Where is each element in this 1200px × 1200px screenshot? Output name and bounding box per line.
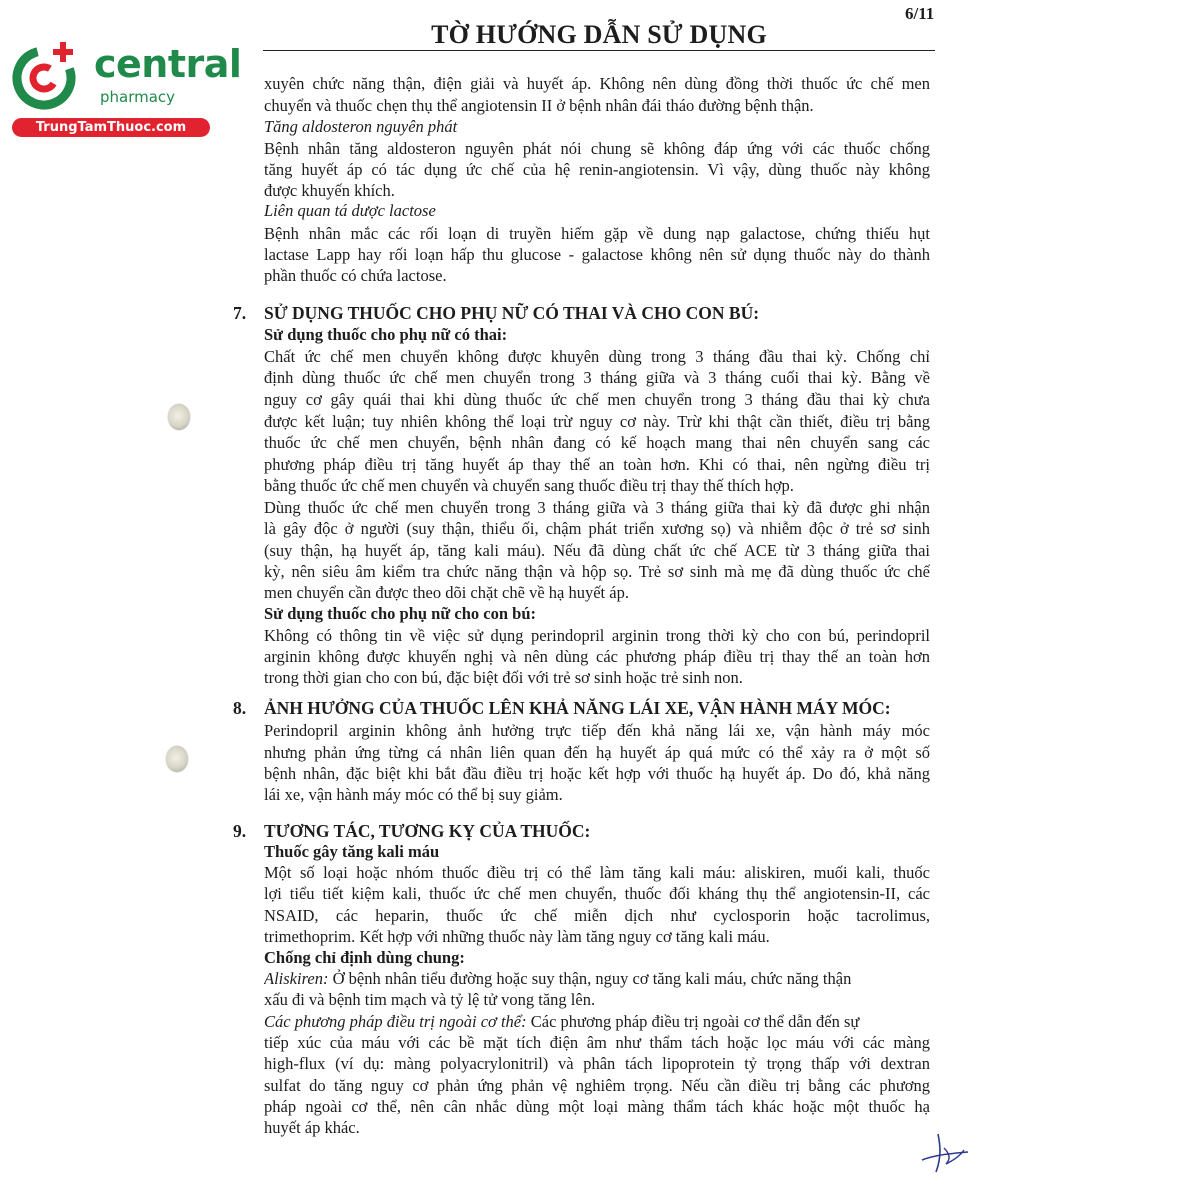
body-line: tăng huyết áp có tác dụng ức chế của hệ renin-angiotensin. Vì vậy, dùng thuốc này không <box>264 160 930 179</box>
logo-name: central <box>94 42 242 86</box>
body-line: tiếp xúc của máu với các bề mặt tích điện âm như thẩm tách hoặc lọc máu với các màng <box>264 1033 930 1052</box>
document-title: TỜ HƯỚNG DẪN SỬ DỤNG <box>431 20 767 49</box>
body-line: bằng thuốc ức chế men chuyển và chuyển sang thuốc điều trị thay thế thích hợp. <box>264 476 794 495</box>
section-heading: ẢNH HƯỞNG CỦA THUỐC LÊN KHẢ NĂNG LÁI XE, VẬN HÀNH MÁY MÓC: <box>264 698 891 718</box>
subheading-italic: Tăng aldosteron nguyên phát <box>264 117 458 136</box>
central-pharmacy-logo <box>10 38 242 138</box>
body-line: chuyển và thuốc chẹn thụ thể angiotensin II ở bệnh nhân đái tháo đường bệnh thận. <box>264 96 814 115</box>
body-line: Chất ức chế men chuyển không được khuyên dùng trong 3 tháng đầu thai kỳ. Chống chỉ <box>264 347 930 366</box>
body-line: được kết luận; tuy nhiên không thể loại trừ nguy cơ này. Trừ khi thật cần thiết, điều trị bằng <box>264 412 930 431</box>
punch-hole <box>166 746 188 772</box>
body-line: nhưng phản ứng từng cá nhân liên quan đến hạ huyết áp quá mức có thể xảy ra ở một số <box>264 743 930 762</box>
body-line: bệnh nhân, đặc biệt khi bắt đầu điều trị hoặc kết hợp với thuốc hạ huyết áp. Do đó, khả năng <box>264 764 930 783</box>
body-line: Bệnh nhân tăng aldosteron nguyên phát nói chung sẽ không đáp ứng với các thuốc chống <box>264 139 930 158</box>
body-line: được khuyến khích. <box>264 181 395 200</box>
subheading-bold: Sử dụng thuốc cho phụ nữ có thai: <box>264 325 508 344</box>
body-line: thuốc ức chế men chuyển, bệnh nhân đang có kế hoạch mang thai nên chuyển sang các <box>264 433 930 452</box>
body-line: lái xe, vận hành máy móc có thể bị suy giảm. <box>264 785 563 804</box>
body-line: men chuyển cần được theo dõi chặt chẽ về hạ huyết áp. <box>264 583 629 602</box>
body-line: phần thuốc có chứa lactose. <box>264 266 447 285</box>
section-number: 8. <box>233 698 247 718</box>
body-line <box>264 968 930 990</box>
pharmacy-cross-icon <box>10 38 84 112</box>
inline-italic-label: Aliskiren: <box>264 969 329 988</box>
page-number: 6/11 <box>905 4 935 23</box>
body-line: phương pháp điều trị tăng huyết áp thay thế an toàn hơn. Khi có thai, nên ngừng điều trị <box>264 455 930 474</box>
body-line: Không có thông tin về việc sử dụng perindopril arginin trong thời kỳ cho con bú, perindopril <box>264 626 930 645</box>
body-line: lợi tiểu tiết kiệm kali, thuốc ức chế men chuyển, thuốc đối kháng thụ thể angiotensin-II, các <box>264 884 930 903</box>
section-number: 9. <box>233 821 247 841</box>
body-line: xuyên chức năng thận, điện giải và huyết áp. Không nên dùng đồng thời thuốc ức chế men <box>264 74 930 93</box>
body-line: kỳ, nên siêu âm kiểm tra chức năng thận và hộp sọ. Trẻ sơ sinh mà mẹ đã dùng thuốc ức chế <box>264 562 930 581</box>
subheading-bold: Thuốc gây tăng kali máu <box>264 842 440 861</box>
body-line: Một số loại hoặc nhóm thuốc điều trị có thể làm tăng kali máu: aliskiren, muối kali, thuốc <box>264 863 930 882</box>
body-line: NSAID, các heparin, thuốc ức chế miễn dịch như cyclosporin hoặc tacrolimus, <box>264 906 930 925</box>
signature-mark <box>918 1130 974 1174</box>
body-line: high-flux (ví dụ: màng polyacrylonitril) và phân tách lipoprotein tỷ trọng thấp với dextran <box>264 1054 930 1073</box>
section-number: 7. <box>233 303 247 323</box>
body-line: lactase Lapp hay rối loạn hấp thu glucose - galactose không nên sử dụng thuốc này do thành <box>264 245 930 264</box>
inline-text: Các phương pháp điều trị ngoài cơ thể dẫn đến sự <box>530 1012 860 1031</box>
punch-hole <box>168 404 190 430</box>
logo-subtitle: pharmacy <box>100 88 176 106</box>
body-line: Dùng thuốc ức chế men chuyển trong 3 tháng giữa và 3 tháng giữa thai kỳ đã được ghi nhận <box>264 498 930 517</box>
subheading-bold: Sử dụng thuốc cho phụ nữ cho con bú: <box>264 604 536 623</box>
title-rule <box>263 50 935 51</box>
body-line: là gây độc ở người (suy thận, thiểu ối, chậm phát triển xương sọ) và nhiễm độc ở trẻ sơ sinh <box>264 519 930 538</box>
body-line: xấu đi và bệnh tim mạch và tỷ lệ tử vong tăng lên. <box>264 990 596 1009</box>
subheading-bold: Chống chỉ định dùng chung: <box>264 948 465 967</box>
body-line: trong thời gian cho con bú, đặc biệt đối với trẻ sơ sinh hoặc trẻ sinh non. <box>264 668 743 687</box>
subheading-italic: Liên quan tá dược lactose <box>264 201 436 220</box>
section-heading: TƯƠNG TÁC, TƯƠNG KỴ CỦA THUỐC: <box>264 821 591 841</box>
body-line: huyết áp khác. <box>264 1118 360 1137</box>
body-line: (suy thận, hạ huyết áp, tăng kali máu). Nếu đã dùng chất ức chế ACE từ 3 tháng giữa thai <box>264 541 930 560</box>
body-line: nguy cơ gây quái thai khi dùng thuốc ức chế men chuyển trong 3 tháng đầu thai kỳ chưa <box>264 390 930 409</box>
inline-text: Ở bệnh nhân tiểu đường hoặc suy thận, nguy cơ tăng kali máu, chức năng thận <box>332 969 852 988</box>
body-line <box>264 1011 930 1033</box>
body-line: arginin không được khuyến nghị và nên dùng các phương pháp điều trị thay thế an toàn hơn <box>264 647 930 666</box>
body-line: Perindopril arginin không ảnh hưởng trực tiếp đến khả năng lái xe, vận hành máy móc <box>264 721 930 740</box>
body-line: trimethoprim. Kết hợp với những thuốc này làm tăng nguy cơ tăng kali máu. <box>264 927 770 946</box>
inline-italic-label: Các phương pháp điều trị ngoài cơ thể: <box>264 1012 527 1031</box>
body-line: định dùng thuốc ức chế men chuyển trong 3 tháng giữa và 3 tháng cuối thai kỳ. Bằng về <box>264 368 930 387</box>
logo-url: TrungTamThuoc.com <box>12 118 210 137</box>
body-line: Bệnh nhân mắc các rối loạn di truyền hiếm gặp về dung nạp galactose, chứng thiếu hụt <box>264 224 930 243</box>
section-heading: SỬ DỤNG THUỐC CHO PHỤ NỮ CÓ THAI VÀ CHO CON BÚ: <box>264 303 760 323</box>
body-line: sulfat do tăng nguy cơ phản ứng phản vệ nghiêm trọng. Nếu cần điều trị bằng các phương <box>264 1076 930 1095</box>
body-line: pháp ngoài cơ thể, nên cân nhắc dùng một loại màng thẩm tách khác hoặc một thuốc hạ <box>264 1097 930 1116</box>
